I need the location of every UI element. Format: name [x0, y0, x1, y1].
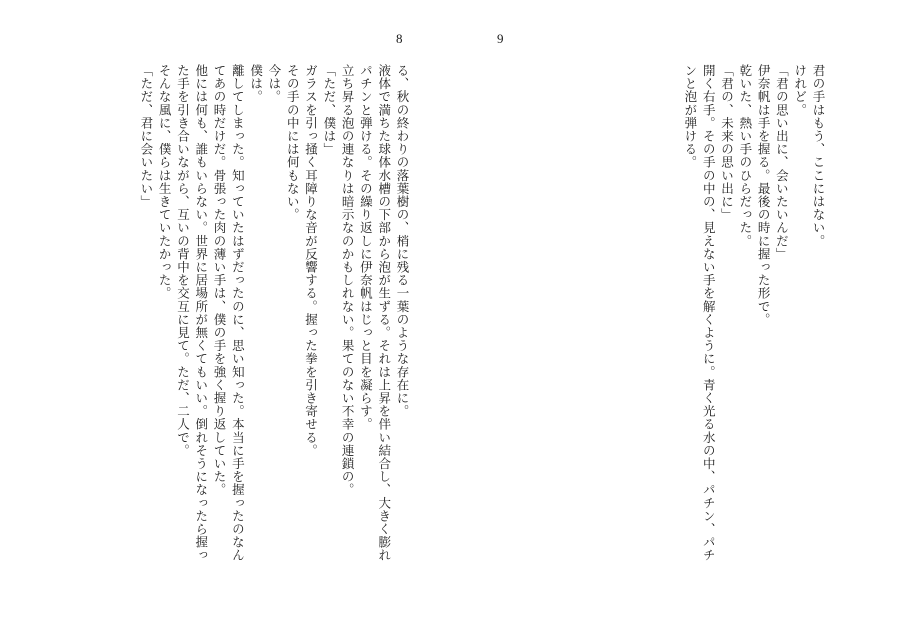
text-line: その手の中には何もない。: [285, 64, 301, 222]
page-left-text: [137, 64, 411, 594]
text-line: けれど。: [792, 64, 808, 117]
text-line: 君の手はもう、ここにはない。: [811, 64, 826, 248]
page-number-left: 8: [396, 31, 403, 46]
text-line: 開く右手。その手の中の、見えない手を解くように。青く光る水の中、パチン、パチ: [701, 64, 717, 562]
text-line: そんな風に、僕らは生きていたかった。: [157, 64, 173, 300]
text-line: 立ち昇る泡の連なりは暗示なのかもしれない。果てのない不幸の連鎖の。: [340, 64, 356, 497]
text-line: 「君の思い出に、会いたいんだ」: [774, 64, 790, 261]
text-line: ガラスを引っ掻く耳障りな音が反響する。握った拳を引き寄せる。: [303, 64, 319, 457]
text-line: 離してしまった。知っていたはずだったのに、思い知った。本当に手を握ったのなん: [230, 64, 246, 562]
text-line: 「君の、未来の思い出に」: [719, 64, 735, 222]
text-line: ンと泡が弾ける。: [682, 64, 698, 169]
page-number-right: 9: [497, 31, 504, 46]
text-line: てあの時だけだ。骨張った肉の薄い手は、僕の手を強く握り返していた。: [212, 64, 228, 497]
text-line: 液体で満ちた球体水槽の下部から泡が生ずる。それは上昇を伴い結合し、大きく膨れ: [376, 64, 392, 562]
text-line: 乾いた、熱い手のひらだった。: [737, 64, 753, 248]
page-right-text: [681, 64, 827, 594]
text-line: た手を引き合いながら、互いの背中を交互に見て。ただ、二人で。: [175, 64, 191, 457]
text-line: る、秋の終わりの落葉樹の、梢に残る一葉のような存在に。: [395, 64, 410, 418]
text-line: 僕は。: [248, 64, 264, 104]
text-line: 今は。: [266, 64, 282, 104]
text-line: 「ただ、君に会いたい」: [138, 64, 154, 209]
text-line: 「ただ、僕は」: [321, 64, 337, 156]
text-line: 他には何も、誰もいらない。世界に居場所が無くてもいい。倒れそうになったら握っ: [193, 64, 209, 562]
text-line: パチンと弾ける。その繰り返しに伊奈帆はじっと目を凝らす。: [358, 64, 374, 431]
text-line: 伊奈帆は手を握る。最後の時に握った形で。: [756, 64, 772, 326]
